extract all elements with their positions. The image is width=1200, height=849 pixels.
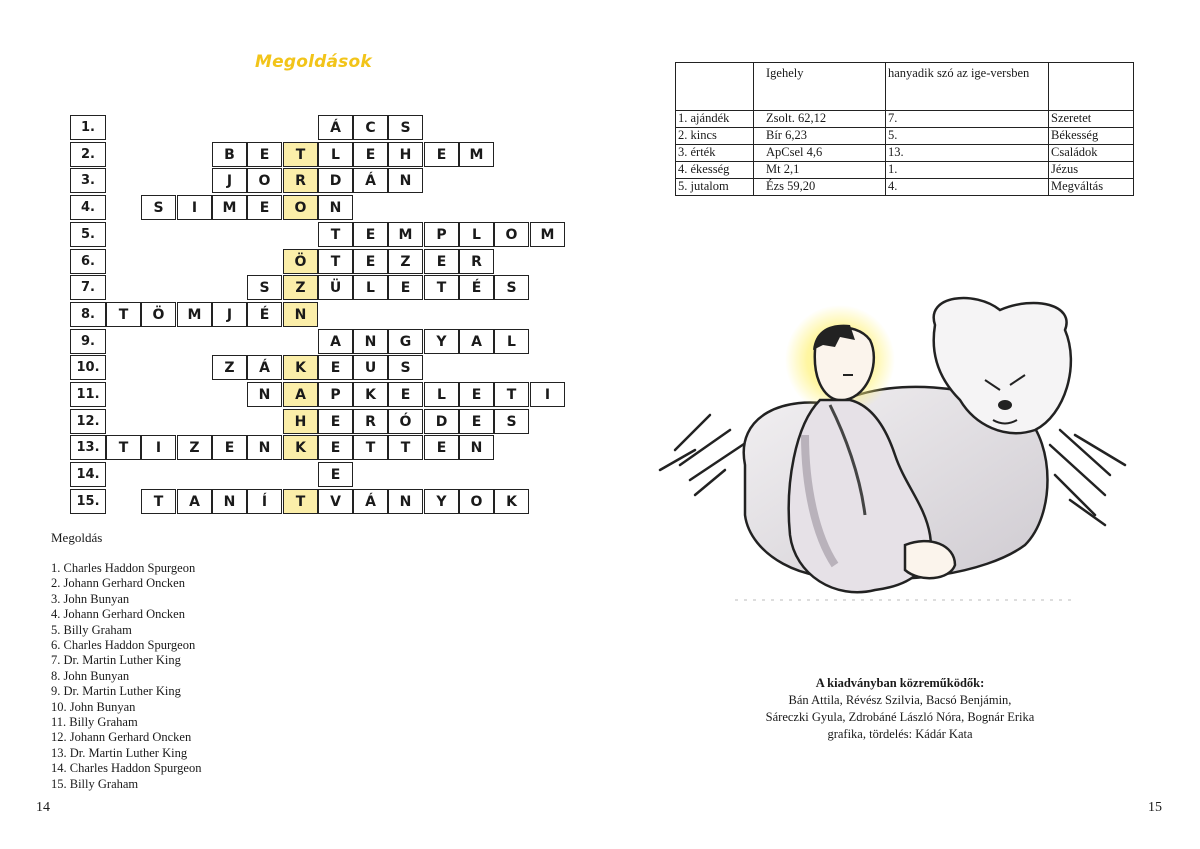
solution-cell: O [283,195,318,220]
crossword-cell: E [212,435,247,460]
crossword-cell: S [494,409,529,434]
crossword-cell: D [318,168,353,193]
table-cell: 4. [886,179,1049,196]
table-cell: Szeretet [1049,111,1134,128]
solution-heading: Megoldás [51,530,103,545]
crossword-cell: G [388,329,423,354]
crossword-cell: T [318,249,353,274]
clue-number: 5. [70,222,106,247]
crossword-cell: Á [353,168,388,193]
crossword-cell: I [141,435,176,460]
list-item: 9. Dr. Martin Luther King [51,684,181,699]
crossword-cell: E [388,382,423,407]
crossword-cell: E [318,435,353,460]
solution-cell: K [283,435,318,460]
crossword-cell: N [388,168,423,193]
crossword-cell: I [530,382,565,407]
table-header-cell [1049,63,1134,111]
table-header-cell: Igehely [754,63,886,111]
crossword-cell: E [247,195,282,220]
list-item: 14. Charles Haddon Spurgeon [51,761,202,776]
crossword-cell: N [247,382,282,407]
child-and-lamb-illustration [655,215,1135,655]
crossword-cell: M [459,142,494,167]
crossword-cell: L [459,222,494,247]
crossword-cell: M [530,222,565,247]
clue-number: 8. [70,302,106,327]
credits-line: Bán Attila, Révész Szilvia, Bacsó Benjámin, [788,693,1012,707]
crossword-cell: Y [424,489,459,514]
table-row [676,128,1134,145]
crossword-cell: É [459,275,494,300]
list-item: 4. Johann Gerhard Oncken [51,607,185,622]
list-item: 7. Dr. Martin Luther King [51,653,181,668]
solution-cell: Z [283,275,318,300]
crossword-cell: O [459,489,494,514]
crossword-cell: J [212,168,247,193]
credits-line: grafika, tördelés: Kádár Kata [827,727,973,741]
crossword-cell: N [247,435,282,460]
crossword-cell: R [353,409,388,434]
crossword-cell: T [424,275,459,300]
crossword-cell: E [353,222,388,247]
crossword-cell: A [177,489,212,514]
clue-number: 11. [70,382,106,407]
list-item: 6. Charles Haddon Spurgeon [51,638,196,653]
clue-number: 3. [70,168,106,193]
crossword-cell: S [388,355,423,380]
crossword-cell: T [494,382,529,407]
table-cell: 5. jutalom [676,179,754,196]
solution-cell: K [283,355,318,380]
table-header-cell [676,63,754,111]
crossword-cell: K [353,382,388,407]
clue-number: 9. [70,329,106,354]
crossword-cell: Ó [388,409,423,434]
crossword-cell: P [318,382,353,407]
list-item: 1. Charles Haddon Spurgeon [51,561,196,575]
credits-line: Sáreczki Gyula, Zdrobáné László Nóra, Bognár Erika [765,710,1035,724]
table-header-cell: hanyadik szó az ige-versben [886,63,1049,111]
page-number-right: 15 [1148,800,1162,815]
table-cell: 4. ékesség [676,162,754,179]
lamb-nose [998,400,1012,410]
table-cell: Ézs 59,20 [754,179,886,196]
list-item: 2. Johann Gerhard Oncken [51,576,185,591]
solution-cell: A [283,382,318,407]
table-cell: Jézus [1049,162,1134,179]
page-number-left: 14 [36,800,50,815]
clue-number: 1. [70,115,106,140]
crossword-cell: Í [247,489,282,514]
clue-number: 7. [70,275,106,300]
table-cell: Családok [1049,145,1134,162]
crossword-cell: T [106,302,141,327]
clue-number: 10. [70,355,106,380]
crossword-cell: T [141,489,176,514]
crossword-cell: D [424,409,459,434]
crossword-cell: E [353,142,388,167]
crossword-cell: N [212,489,247,514]
crossword-cell: T [353,435,388,460]
table-cell: Zsolt. 62,12 [754,111,886,128]
crossword-cell: U [353,355,388,380]
crossword-cell: L [494,329,529,354]
crossword-cell: T [106,435,141,460]
crossword-cell: E [459,382,494,407]
crossword-cell: C [353,115,388,140]
table-header-row [676,63,1134,111]
crossword-cell: S [494,275,529,300]
crossword-cell: E [424,435,459,460]
crossword-cell: E [318,409,353,434]
crossword-cell: N [459,435,494,460]
table-row [676,179,1134,196]
crossword-cell: B [212,142,247,167]
crossword-cell: I [177,195,212,220]
crossword-cell: Z [212,355,247,380]
table-cell: 13. [886,145,1049,162]
crossword-cell: Z [177,435,212,460]
clue-number: 2. [70,142,106,167]
crossword-cell: T [388,435,423,460]
crossword-cell: Y [424,329,459,354]
crossword-cell: R [459,249,494,274]
verse-table [675,62,1134,196]
crossword-cell: Á [353,489,388,514]
crossword-cell: K [494,489,529,514]
list-item: 10. John Bunyan [51,699,136,714]
solution-cell: H [283,409,318,434]
crossword-cell: E [318,462,353,487]
list-item: 5. Billy Graham [51,622,132,637]
crossword-cell: O [494,222,529,247]
right-page [600,0,1200,849]
table-row [676,162,1134,179]
crossword-cell: H [388,142,423,167]
crossword-cell: N [388,489,423,514]
solution-cell: N [283,302,318,327]
crossword-cell: E [424,249,459,274]
crossword-cell: E [353,249,388,274]
table-cell: 2. kincs [676,128,754,145]
solution-cell: T [283,142,318,167]
clue-number: 13. [70,435,106,460]
crossword-cell: L [318,142,353,167]
clue-number: 14. [70,462,106,487]
solution-cell: R [283,168,318,193]
crossword-cell: A [318,329,353,354]
crossword-cell: M [212,195,247,220]
crossword-grid [0,0,600,540]
clue-number: 6. [70,249,106,274]
crossword-cell: Ü [318,275,353,300]
list-item: 13. Dr. Martin Luther King [51,745,188,760]
crossword-cell: Á [318,115,353,140]
table-row [676,145,1134,162]
crossword-cell: M [388,222,423,247]
crossword-cell: O [247,168,282,193]
crossword-cell: Z [388,249,423,274]
crossword-cell: S [247,275,282,300]
list-item: 12. Johann Gerhard Oncken [51,730,192,745]
table-cell: Bír 6,23 [754,128,886,145]
crossword-cell: J [212,302,247,327]
crossword-cell: A [459,329,494,354]
credits [700,675,1100,743]
crossword-cell: L [424,382,459,407]
crossword-cell: E [424,142,459,167]
table-cell: ApCsel 4,6 [754,145,886,162]
solution-list [51,561,201,792]
solutions-title: Megoldások [255,52,372,72]
crossword-cell: E [388,275,423,300]
table-cell: 3. érték [676,145,754,162]
list-item: 15. Billy Graham [51,776,139,791]
crossword-cell: M [177,302,212,327]
crossword-cell: Á [247,355,282,380]
list-item: 8. John Bunyan [51,668,130,683]
table-row [676,111,1134,128]
table-cell: Megváltás [1049,179,1134,196]
table-cell: 7. [886,111,1049,128]
crossword-cell: N [318,195,353,220]
list-item: 3. John Bunyan [51,591,130,606]
crossword-cell: L [353,275,388,300]
solution-cell: Ö [283,249,318,274]
clue-number: 15. [70,489,106,514]
solution-cell: T [283,489,318,514]
table-cell: Mt 2,1 [754,162,886,179]
crossword-cell: S [141,195,176,220]
clue-number: 12. [70,409,106,434]
clue-number: 4. [70,195,106,220]
table-cell: 1. ajándék [676,111,754,128]
crossword-cell: S [388,115,423,140]
crossword-cell: E [318,355,353,380]
crossword-cell: N [353,329,388,354]
crossword-cell: Ö [141,302,176,327]
crossword-cell: V [318,489,353,514]
crossword-cell: T [318,222,353,247]
credits-title: A kiadványban közreműködők: [815,676,985,690]
crossword-cell: E [459,409,494,434]
table-cell: 5. [886,128,1049,145]
list-item: 11. Billy Graham [51,715,138,730]
crossword-cell: P [424,222,459,247]
table-cell: Békesség [1049,128,1134,145]
table-cell: 1. [886,162,1049,179]
crossword-cell: É [247,302,282,327]
crossword-cell: E [247,142,282,167]
